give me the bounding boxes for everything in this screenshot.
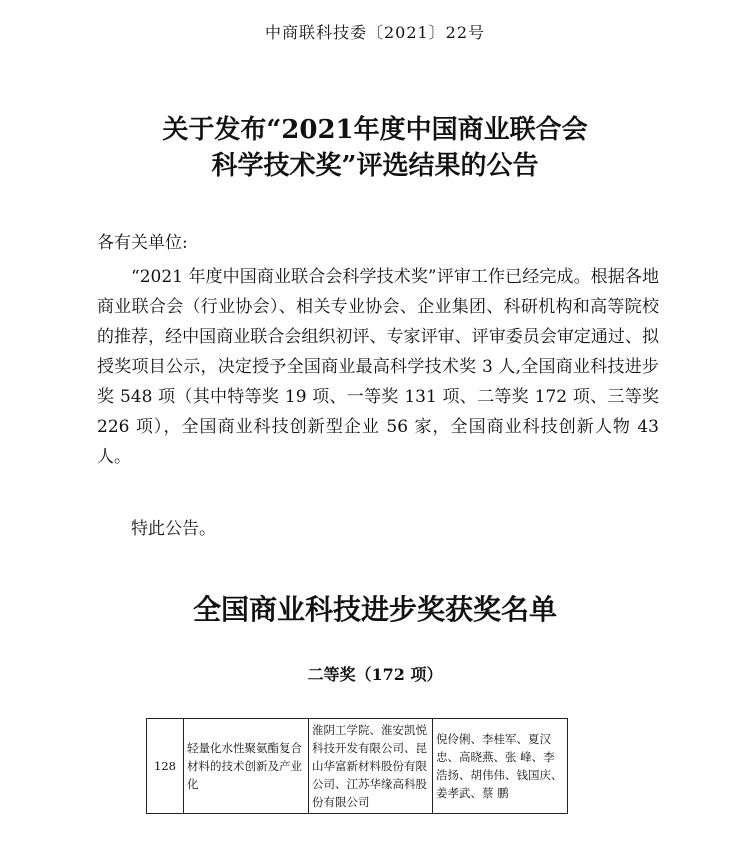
award-level-heading: 二等奖（172 项）	[307, 665, 443, 684]
title-line-2: 科学技术奖”评选结果的公告	[211, 151, 539, 181]
body-paragraph: “2021 年度中国商业联合会科学技术奖”评审工作已经完成。根据各地商业联合会（行业协会）、相关专业协会、企业集团、科研机构和高等院校的推荐，经中国商业联合会组织初评、专家评审、评审委员会审定通过、拟授奖项目公示，决定授予全国商业最高科学技术奖 3 人,全国商业科技进步奖 548 项（其中特等奖 19 项、一等奖 131 项、二等奖 172 项、三等奖 226 项），全国商业科技创新型企业 56 家，全国商业科技创新人物 43 人。	[97, 267, 659, 467]
announcement-title	[0, 112, 750, 184]
award-list-title: 全国商业科技进步奖获奖名单	[192, 593, 557, 626]
table-row	[147, 719, 568, 814]
completing-organizations: 淮阴工学院、淮安凯悦科技开发有限公司、昆山华富新材料股份有限公司、江苏华缘高科股份有限公司	[309, 719, 433, 814]
row-number: 128	[147, 719, 184, 814]
completing-people: 倪伶俐、李桂军、夏汉忠、高晓燕、张 峰、李浩扬、胡伟伟、钱国庆、姜孝武、蔡 鹏	[433, 719, 568, 814]
closing-remark: 特此公告。	[131, 519, 216, 539]
awards-table	[146, 718, 568, 814]
project-name: 轻量化水性聚氨酯复合材料的技术创新及产业化	[184, 719, 309, 814]
document-number: 中商联科技委〔2021〕22号	[264, 23, 486, 42]
salutation: 各有关单位:	[97, 233, 188, 253]
title-line-1: 关于发布“2021年度中国商业联合会	[162, 115, 588, 145]
